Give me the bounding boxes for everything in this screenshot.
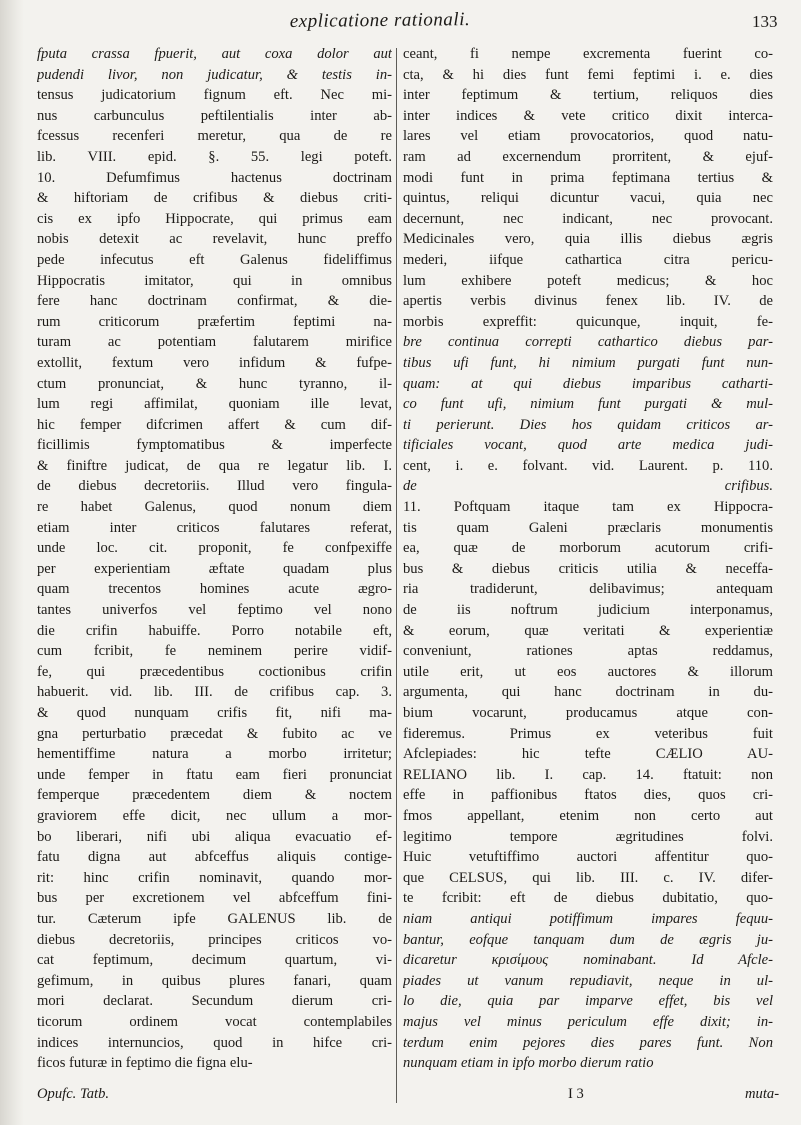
text-line: dicaretur κρισίμους nominabant. Id Afcle-: [403, 952, 773, 969]
text-line: que CELSUS, qui lib. III. c. IV. difer-: [403, 869, 773, 886]
text-line: bre continua correpti cathartico diebus par-: [403, 334, 773, 351]
text-line: tur. Cæterum ipfe GALENUS lib. de: [37, 910, 392, 927]
text-line: cum fcribit, fe neminem perire vidif-: [37, 643, 392, 660]
text-line: cta, & hi dies funt femi feptimi i. e. dies: [403, 66, 773, 83]
signature-mark: I 3: [568, 1086, 584, 1102]
text-line: majus vel minus periculum effe dixit; in-: [403, 1013, 773, 1030]
text-line: ficos futuræ in feptimo die figna elu-: [37, 1055, 253, 1072]
text-line: nus carbunculus peftilentialis inter ab-: [37, 107, 392, 124]
text-line: quam trecentos homines acute ægro-: [37, 581, 392, 598]
text-line: bus per excretionem vel abfceffum fini-: [37, 890, 392, 907]
text-line: die crifin habuiffe. Porro notabile eft,: [37, 622, 392, 639]
text-line: tificiales vocant, quod arte medica judi-: [403, 437, 773, 454]
text-line: lares vel etiam provocatorios, quod natu-: [403, 128, 773, 145]
text-line: inter indices & vete critico dixit interca-: [403, 107, 773, 124]
text-line: cent, i. e. folvant. vid. Laurent. p. 110.: [403, 457, 773, 474]
text-line: per experientiam æftate quadam plus: [37, 560, 392, 577]
text-line: ti perierunt. Dies hos quidam criticos ar-: [403, 416, 773, 433]
text-line: lib. VIII. epid. §. 55. legi poteft.: [37, 148, 392, 165]
text-line: terdum enim pejores dies pares funt. Non: [403, 1034, 773, 1051]
text-line: mori declarat. Secundum dierum cri-: [37, 993, 392, 1010]
text-line: unde loc. cit. proponit, fe confpexiffe: [37, 540, 392, 557]
text-line: pudendi livor, non judicatur, & testis in-: [37, 66, 392, 83]
text-line: graviorem effe dicit, nec ullum a mor-: [37, 807, 392, 824]
text-line: cis ex ipfo Hippocrate, qui primus eam: [37, 210, 392, 227]
text-line: lo die, quia par imparve effet, bis vel: [403, 993, 773, 1010]
text-line: hementiffime natura a morbo irritetur;: [37, 746, 392, 763]
text-line: de iis noftrum judicium interponamus,: [403, 602, 773, 619]
column-divider: [396, 48, 397, 1103]
text-line: fideremus. Primus ex veteribus fuit: [403, 725, 773, 742]
text-line: habuerit. vid. lib. III. de crifibus cap. 3.: [37, 684, 392, 701]
running-head: explicatione rationali.: [289, 9, 471, 32]
text-line: effe in paffionibus ftatos dies, quos cri-: [403, 787, 773, 804]
text-line: ctum pronunciat, & hunc tyranno, il-: [37, 375, 392, 392]
text-line: lum exhibere poteft medicus; & hoc: [403, 272, 773, 289]
text-line: te fcribit: eft de diebus dubitatio, quo-: [403, 890, 773, 907]
text-line: cat feptimum, decimum quartum, vi-: [37, 952, 392, 969]
text-line: apertis verbis divinus fenex lib. IV. de: [403, 293, 773, 310]
catchword-right: muta-: [745, 1086, 780, 1102]
text-line: rum criticorum præfertim feptimi na-: [37, 313, 392, 330]
text-line: ria tradiderunt, delibavimus; antequam: [403, 581, 773, 598]
text-line: & eorum, quæ veritati & experientiæ: [403, 622, 773, 639]
text-line: legitimo tempore ægritudines folvi.: [403, 828, 773, 845]
text-line: de crifibus.: [403, 478, 773, 495]
text-line: bium vocarunt, producamus atque con-: [403, 705, 773, 721]
text-line: co funt ufi, nimium funt purgati & mul-: [403, 396, 773, 413]
text-line: diebus decretoriis, principes criticos vo-: [37, 931, 392, 948]
text-line: & hiftoriam de crifibus & diebus criti-: [37, 190, 392, 207]
left-column: [37, 44, 392, 1074]
text-line: utile erit, ut eos auctores & illorum: [403, 663, 773, 680]
catchword-left: Opufc. Tatb.: [37, 1086, 110, 1102]
text-line: gefimum, in quibus plures fanari, quam: [37, 972, 392, 989]
text-line: bantur, eofque tanquam dum de ægris ju-: [403, 931, 773, 948]
text-line: ram ad excernendum prorritent, & ejuf-: [403, 148, 773, 165]
page-header: [0, 10, 801, 42]
text-line: ceant, fi nempe excrementa fuerint co-: [403, 46, 773, 62]
text-line: quam: at qui diebus imparibus catharti-: [403, 375, 773, 392]
text-line: RELIANO lib. I. cap. 14. ftatuit: non: [403, 766, 773, 783]
text-line: pede infecutus eft Galenus fideliffimus: [37, 251, 392, 268]
text-line: de diebus decretoriis. Illud vero fingula-: [37, 478, 392, 495]
text-line: fcessus recenferi meretur, qua de re: [37, 128, 392, 145]
text-line: decernunt, nec indicant, nec provocant.: [403, 210, 773, 227]
text-line: rit: hinc crifin nominavit, quando mor-: [37, 869, 392, 886]
text-line: fatu digna aut abfceffus aliquis contige-: [37, 849, 392, 866]
text-line: & finiftre judicat, de qua re legatur lib. I.: [37, 457, 392, 474]
text-line: Afclepiades: hic tefte CÆLIO AU-: [403, 746, 773, 763]
text-line: lum regi affimilat, quoniam ille levat,: [37, 396, 392, 413]
text-line: fputa crassa fpuerit, aut coxa dolor aut: [37, 46, 392, 62]
text-line: hic femper difcrimen affert & cum dif-: [37, 416, 392, 433]
text-line: tantes univerfos vel feptimo vel nono: [37, 602, 392, 619]
text-line: tibus ufi funt, hi nimium purgati funt nun-: [403, 354, 773, 371]
text-line: unde femper in ftatu eam fieri pronunciat: [37, 766, 392, 783]
text-line: ticorum ordinem vocat contemplabiles: [37, 1013, 392, 1030]
text-line: quintus, reliqui dicuntur vacui, quia nec: [403, 190, 773, 207]
text-line: fe, qui præcedentibus coctionibus crifin: [37, 663, 392, 680]
text-line: fmos appellant, etenim non certo aut: [403, 807, 773, 824]
text-line: conveniunt, rationes aptas reddamus,: [403, 643, 773, 660]
text-line: etiam inter criticos falutares referat,: [37, 519, 392, 536]
text-line: indices internuncios, quod in hifce cri-: [37, 1034, 392, 1051]
text-line: extollit, fextum vero infidum & fufpe-: [37, 354, 392, 371]
text-line: gna perturbatio præcedat & fubito ac ve: [37, 725, 392, 742]
page-number: 133: [752, 12, 778, 31]
text-line: bus & diebus criticis utilia & neceffa-: [403, 560, 773, 577]
text-line: Medicinales vero, quia illis diebus ægris: [403, 231, 773, 248]
text-line: ea, quæ de morborum acutorum crifi-: [403, 540, 773, 557]
text-line: 10. Defumfimus hactenus doctrinam: [37, 169, 392, 186]
text-line: mederi, iifque cathartica citra pericu-: [403, 251, 773, 268]
text-line: bo liberari, nifi ubi aliqua evacuatio ef-: [37, 828, 392, 845]
text-line: re habet Galenus, quod nonum diem: [37, 499, 392, 516]
text-line: Huic vetuftiffimo auctori affentitur quo-: [403, 849, 773, 866]
right-column: [403, 44, 773, 1074]
text-line: nunquam etiam in ipfo morbo dierum ratio: [403, 1055, 654, 1072]
text-line: modi funt in prima feptimana tertius &: [403, 169, 773, 186]
text-line: piades ut vanum repudiavit, neque in ul-: [403, 972, 773, 989]
text-line: inter feptimum & tertium, reliquos dies: [403, 87, 773, 104]
text-line: morbis expreffit: quicunque, inquit, fe-: [403, 313, 773, 330]
text-line: argumenta, qui hanc doctrinam in du-: [403, 684, 773, 701]
text-line: turam ac potentiam falutarem mirifice: [37, 334, 392, 351]
text-line: femperque præcedentem diem & noctem: [37, 787, 392, 804]
text-line: 11. Poftquam itaque tam ex Hippocra-: [403, 499, 773, 516]
text-line: tis quam Galeni præclaris monumentis: [403, 519, 773, 536]
text-line: nobis detexit ac revelavit, hunc preffo: [37, 231, 392, 248]
text-line: Hippocratis imitator, qui in omnibus: [37, 272, 392, 289]
binding-gutter: [0, 0, 24, 1125]
text-line: fere hanc doctrinam confirmat, & die-: [37, 293, 392, 310]
text-line: niam antiqui potiffimum impares fequu-: [403, 910, 773, 927]
text-line: ficillimis fymptomatibus & imperfecte: [37, 437, 392, 454]
text-line: & quod nunquam crifis fit, nifi ma-: [37, 705, 392, 721]
text-line: tensus judicatorium fignum eft. Nec mi-: [37, 87, 392, 104]
